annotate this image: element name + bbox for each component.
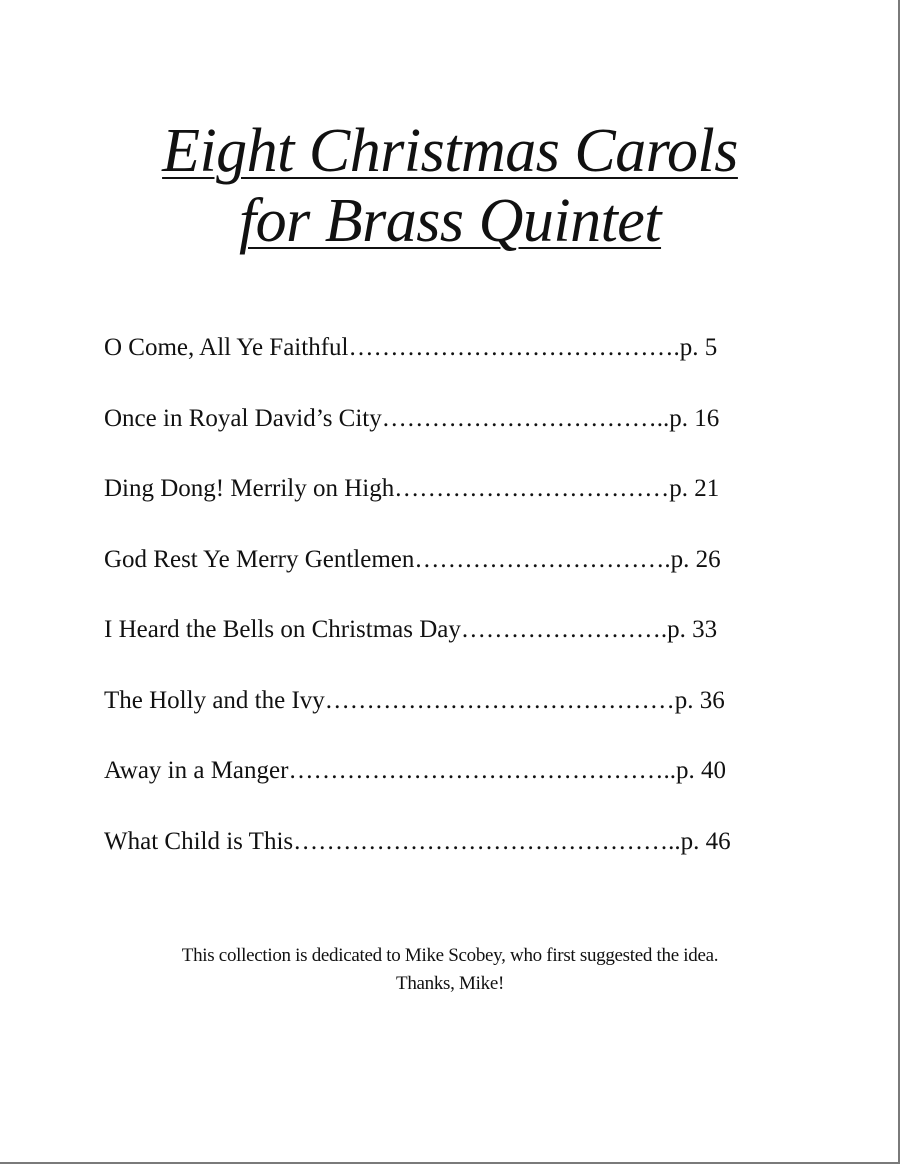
toc-entry: O Come, All Ye Faithful………………………………….p. 5 [104,334,718,361]
dedication-line-1: This collection is dedicated to Mike Scobey, who first suggested the idea. [181,945,719,966]
dedication [0,942,900,998]
toc-entry: Once in Royal David’s City……………………………..p. 16 [104,404,720,432]
page-title [0,116,900,256]
toc-entry: God Rest Ye Merry Gentlemen………………………….p. 26 [104,545,721,573]
toc-entry: Ding Dong! Merrily on High……………………………p. 21 [104,475,720,502]
dedication-line-2: Thanks, Mike! [396,973,504,994]
table-of-contents [104,330,804,894]
toc-entry: I Heard the Bells on Christmas Day…………………….p. 33 [104,616,718,643]
toc-entry: The Holly and the Ivy……………………………………p. 36 [104,686,725,714]
title-line-1: Eight Christmas Carols [162,117,738,185]
toc-entry: What Child is This………………………………………..p. 46 [104,827,731,855]
title-line-2: for Brass Quintet [238,187,662,255]
toc-entry: Away in a Manger………………………………………..p. 40 [104,757,726,784]
